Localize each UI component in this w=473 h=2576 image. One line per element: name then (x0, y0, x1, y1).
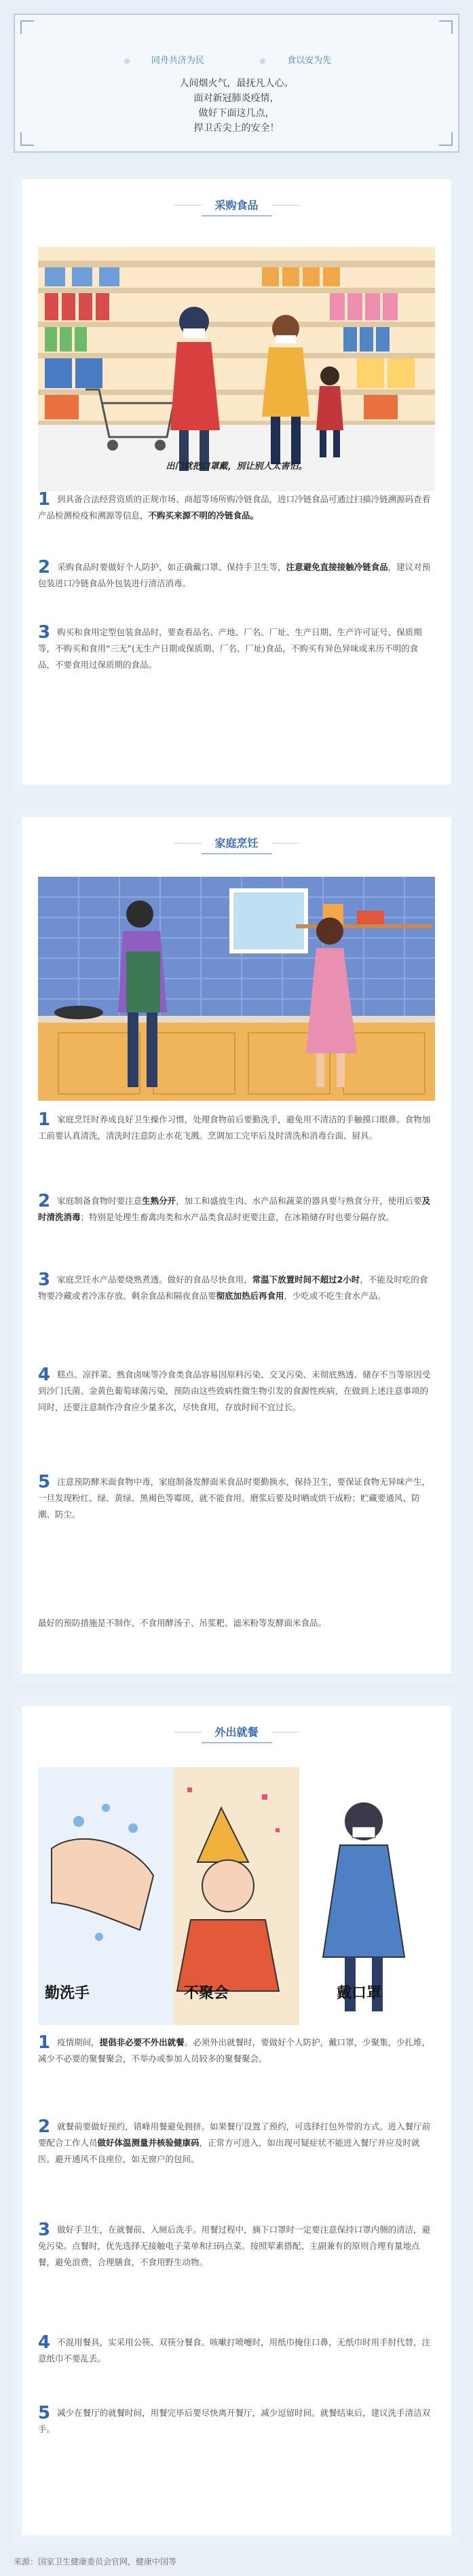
item-text: 减少在餐厅的就餐时间，用餐完毕后要尽快离开餐厅，减少逗留时间。就餐结束后，建议洗手清洁双手。 (38, 2408, 431, 2434)
section-card (22, 179, 451, 784)
list-item (38, 491, 435, 524)
intro-line: 面对新冠肺炎疫情， (193, 93, 280, 104)
cooking-note: 最好的预防措施是不制作、不食用酵汤子、吊浆粑、滤米粉等发酵面米食品。 (38, 1618, 327, 1628)
label-wear-mask: 戴口罩 (337, 1985, 382, 2002)
item-text: ，建议对预包装进口冷链食品外包装进行清洁消毒。 (38, 562, 431, 588)
item-number: 5 (38, 1472, 51, 1492)
item-text: 糕点、凉拌菜、熟食卤味等冷食类食品容易因原料污染、交叉污染、未彻底熟透、储存不当等原因受到沙门氏菌、金黄色葡萄球菌污染，预防由这些致病性微生物引发的食源性疾病，在做到上述注意事项的同时，还要注意制作冷食应少量多次，尽快食用，存放时间不宜过长。 (38, 1369, 431, 1412)
list-item (38, 2034, 435, 2067)
item-number: 4 (38, 2332, 51, 2353)
list-item (38, 2405, 435, 2438)
section-cooking (14, 808, 459, 1683)
cooking-illustration (38, 877, 435, 1101)
item-number: 3 (38, 1270, 51, 1290)
item-text: 不混用餐具，实采用公筷、双筷分餐食。咳嗽打喷嚏时，用纸巾掩住口鼻，无纸巾时用手肘代替，注意纸巾不要乱丢。 (38, 2337, 431, 2364)
label-wash-hands: 勤洗手 (45, 1985, 90, 2002)
corner-decoration (439, 20, 453, 34)
item-text: 家庭制备食物时要注意 (57, 1196, 143, 1206)
dot-icon (260, 58, 265, 64)
item-number: 1 (38, 489, 51, 510)
item-text: ，少吃或不吃生食水产品。 (284, 1291, 386, 1301)
section-title: 家庭烹饪 (201, 832, 271, 854)
intro-line: 做好下面这几点， (198, 108, 275, 119)
list-item (38, 1193, 435, 1226)
item-number: 5 (38, 2403, 51, 2423)
section-title: 外出就餐 (201, 1721, 271, 1743)
label-no-gathering: 不聚会 (184, 1985, 229, 2002)
item-text: ，正常方可进入，如出现可疑症状不能进入餐厅并应及时就医。避开通风不良座位，如无窗户的包间。 (38, 2138, 420, 2164)
list-item (38, 559, 435, 592)
item-number: 2 (38, 2117, 51, 2137)
item-text: 。必须外出就餐时，要做好个人防护，戴口罩，少聚集，少扎堆，减少不必要的聚餐聚会，不举办或参加人员较多的聚餐聚会。 (38, 2037, 431, 2064)
item-number: 4 (38, 1365, 51, 1385)
intro-line: 人间烟火气，最抚凡人心。 (179, 78, 294, 89)
header-intro (15, 76, 458, 136)
list-item (38, 1367, 435, 1416)
item-emphasis: 注意避免直接接触冷链食品 (286, 562, 388, 572)
item-text: ；特别是处理生畜禽肉类和水产品类食品时更要注意，在冰箱储存时也要分隔存放。 (80, 1212, 395, 1222)
tag-1: 同舟共济为民 (151, 56, 204, 66)
tag-2: 食以安为先 (287, 56, 332, 66)
item-emphasis: 做好体温测量并核验健康码 (97, 2138, 200, 2148)
item-text: 购买和食用定型包装食品时，要查看品名、产地、厂名、厂址、生产日期、生产许可证号、保质期等，不购买和食用“三无”(无生产日期或保质期、厂名、厂址)食品，不购买有异色异味或来历不明的食品，不要食用过保质期的食品。 (38, 627, 422, 670)
shopping-illustration (38, 247, 435, 491)
illustration-labels (38, 1982, 435, 2009)
item-text: 注意预防酵米面食物中毒，家庭制备发酵面米食品时要勤换水，保持卫生，要保证食物无异味产生，一旦发现粉红、绿、黄绿、黑褐色等霉斑，就不能食用。磨浆后要及时晒或烘干成粉；贮藏要通风、防潮、防尘。 (38, 1477, 431, 1519)
section-dining (14, 1697, 459, 2545)
item-number: 1 (38, 2032, 51, 2053)
intro-line: 捍卫舌尖上的安全！ (193, 123, 280, 134)
section-shopping (14, 170, 459, 794)
item-number: 1 (38, 1110, 51, 1130)
item-text: 采购食品时要做好个人防护，如正确戴口罩、保持手卫生等， (57, 562, 286, 572)
illustration-caption: 出门就把口罩戴，別让别人太害怕。 (166, 461, 307, 472)
section-card (22, 1706, 451, 2535)
corner-decoration (20, 20, 34, 34)
item-number: 2 (38, 557, 51, 577)
source-footer: 来源：国家卫生健康委员会官网，健康中国等 (14, 2557, 177, 2566)
item-emphasis: 彻底加热后再食用 (216, 1291, 284, 1301)
item-text: 疫情期间， (57, 2037, 100, 2047)
item-emphasis: 不购买来源不明的冷链食品。 (148, 510, 259, 520)
item-number: 2 (38, 1191, 51, 1211)
list-item (38, 2222, 435, 2271)
list-item (38, 1474, 435, 1523)
dot-icon (124, 58, 130, 64)
item-text: ，加工和盛放生肉、水产品和蔬菜的器具要与熟食分开，使用后要 (176, 1196, 422, 1206)
item-text: 到具备合法经营资质的正规市场、商超等场所购冷链食品，进口冷链食品可通过扫描冷链溯源码查看产品检测检疫和溯源等信息， (38, 494, 431, 520)
list-item (38, 2334, 435, 2367)
list-item (38, 624, 435, 673)
list-item (38, 1272, 435, 1304)
item-emphasis: 常温下放置时间不超过2小时 (252, 1274, 360, 1285)
item-text: 就餐前要做好预约，错峰用餐避免拥挤。如果餐厅设置了预约，可选择打包外带的方式。进入餐厅前要配合工作人员 (38, 2121, 431, 2148)
item-number: 3 (38, 622, 51, 643)
item-text: ，不能及时吃的食物要冷藏或者冷冻存放。剩余食品和隔夜食品要 (38, 1274, 428, 1301)
list-item (38, 1112, 435, 1144)
list-item (38, 2119, 435, 2167)
item-emphasis: 提倡非必要不外出就餐 (99, 2037, 185, 2047)
item-text: 做好手卫生，在就餐前、入厕后洗手。用餐过程中，摘下口罩时一定要注意保持口罩内侧的清洁，避免污染。点餐时，优先选择无接触电子菜单和扫码点菜。按照荤素搭配、主副兼有的原则合理有量地点餐，避免浪费，合理膳食，不食用野生动物。 (38, 2224, 431, 2267)
section-card (22, 817, 451, 1673)
item-emphasis: 生熟分开 (142, 1196, 176, 1206)
header-tags (15, 53, 458, 66)
header-card (14, 14, 459, 153)
item-emphasis: 及时清洗消毒 (38, 1196, 431, 1222)
section-title: 采购食品 (201, 194, 271, 216)
item-text: 家庭烹饪时养成良好卫生操作习惯，处理食物前后要勤洗手，避免用不清洁的手触摸口眼鼻。食物加工前要认真清洗，清洗时注意防止水花飞溅。烹调加工完毕后及时清洗和消毒台面、厨具。 (38, 1114, 431, 1141)
item-text: 家庭烹饪水产品要烧熟煮透。做好的食品尽快食用， (57, 1274, 252, 1285)
item-number: 3 (38, 2220, 51, 2240)
